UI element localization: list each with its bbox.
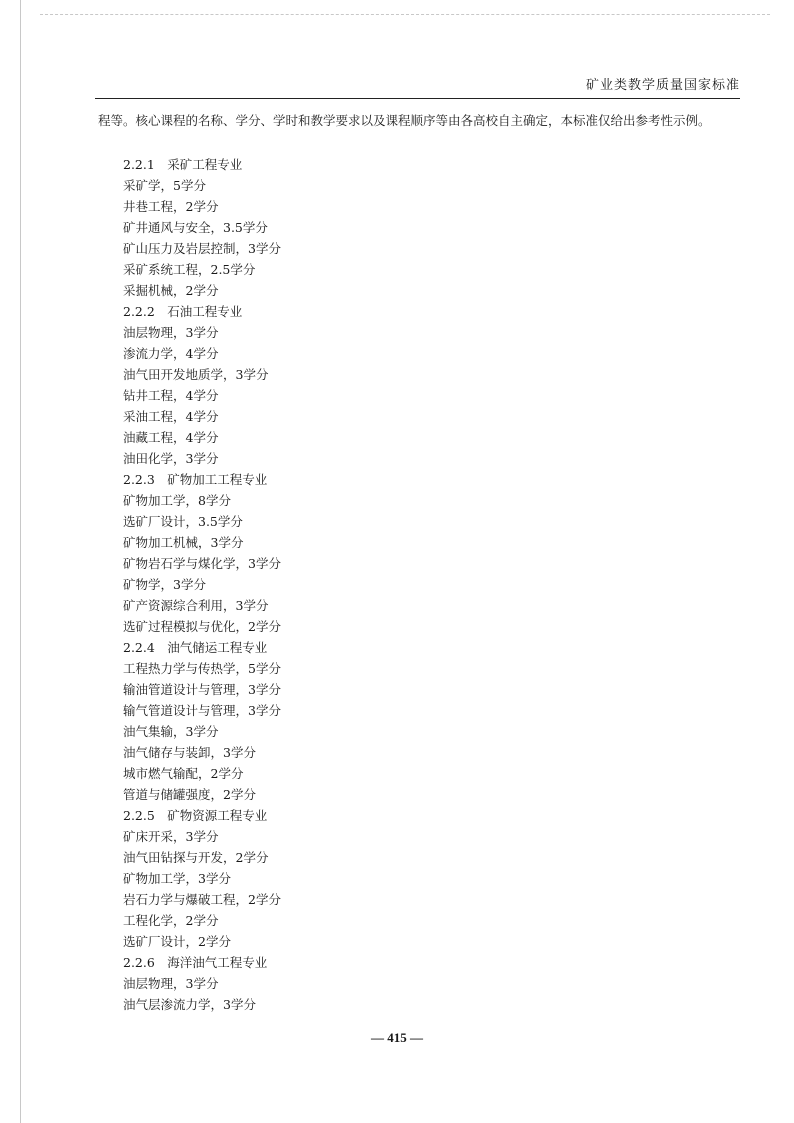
page-number: — 415 — xyxy=(371,1030,423,1045)
list-item: 管道与储罐强度，2学分 xyxy=(123,787,256,802)
header-title: 矿业类教学质量国家标准 xyxy=(585,78,740,93)
list-item: 矿物加工学，8学分 xyxy=(123,493,231,508)
list-item: 选矿厂设计，2学分 xyxy=(123,934,231,949)
list-item: 油层物理，3学分 xyxy=(123,325,219,340)
list-item: 渗流力学，4学分 xyxy=(123,346,219,361)
list-item: 城市燃气输配，2学分 xyxy=(123,766,244,781)
list-item: 矿物学，3学分 xyxy=(123,577,206,592)
list-item: 采矿系统工程，2.5学分 xyxy=(123,262,256,277)
list-item: 岩石力学与爆破工程，2学分 xyxy=(123,892,281,907)
list-item: 油气储存与装卸，3学分 xyxy=(123,745,256,760)
list-item: 油层物理，3学分 xyxy=(123,976,219,991)
list-item: 2.2.3 矿物加工工程专业 xyxy=(123,472,268,487)
list-item: 矿井通风与安全，3.5学分 xyxy=(123,220,268,235)
list-item: 油田化学，3学分 xyxy=(123,451,219,466)
list-item: 选矿厂设计，3.5学分 xyxy=(123,514,243,529)
list-item: 油藏工程，4学分 xyxy=(123,430,219,445)
list-item: 矿物加工机械，3学分 xyxy=(123,535,244,550)
list-item: 选矿过程模拟与优化，2学分 xyxy=(123,619,281,634)
list-item: 矿物岩石学与煤化学，3学分 xyxy=(123,556,281,571)
course-list xyxy=(123,154,281,1015)
list-item: 工程化学，2学分 xyxy=(123,913,219,928)
list-item: 采矿学，5学分 xyxy=(123,178,206,193)
scan-top-marks xyxy=(40,14,770,19)
list-item: 井巷工程，2学分 xyxy=(123,199,219,214)
list-item: 输油管道设计与管理，3学分 xyxy=(123,682,281,697)
list-item: 2.2.2 石油工程专业 xyxy=(123,304,243,319)
list-item: 采油工程，4学分 xyxy=(123,409,219,424)
list-item: 工程热力学与传热学，5学分 xyxy=(123,661,281,676)
scan-edge-line xyxy=(20,0,21,1123)
list-item: 矿产资源综合利用，3学分 xyxy=(123,598,269,613)
list-item: 油气田开发地质学，3学分 xyxy=(123,367,269,382)
list-item: 2.2.1 采矿工程专业 xyxy=(123,157,243,172)
list-item: 采掘机械，2学分 xyxy=(123,283,219,298)
intro-paragraph: 程等。核心课程的名称、学分、学时和教学要求以及课程顺序等由各高校自主确定，本标准仅给出参考性示例。 xyxy=(98,113,711,128)
list-item: 矿山压力及岩层控制，3学分 xyxy=(123,241,281,256)
list-item: 输气管道设计与管理，3学分 xyxy=(123,703,281,718)
list-item: 2.2.6 海洋油气工程专业 xyxy=(123,955,268,970)
running-header xyxy=(95,70,740,99)
list-item: 油气层渗流力学，3学分 xyxy=(123,997,256,1012)
list-item: 矿物加工学，3学分 xyxy=(123,871,231,886)
list-item: 油气田钻探与开发，2学分 xyxy=(123,850,269,865)
list-item: 矿床开采，3学分 xyxy=(123,829,219,844)
list-item: 2.2.5 矿物资源工程专业 xyxy=(123,808,268,823)
list-item: 油气集输，3学分 xyxy=(123,724,219,739)
list-item: 2.2.4 油气储运工程专业 xyxy=(123,640,268,655)
list-item: 钻井工程，4学分 xyxy=(123,388,219,403)
